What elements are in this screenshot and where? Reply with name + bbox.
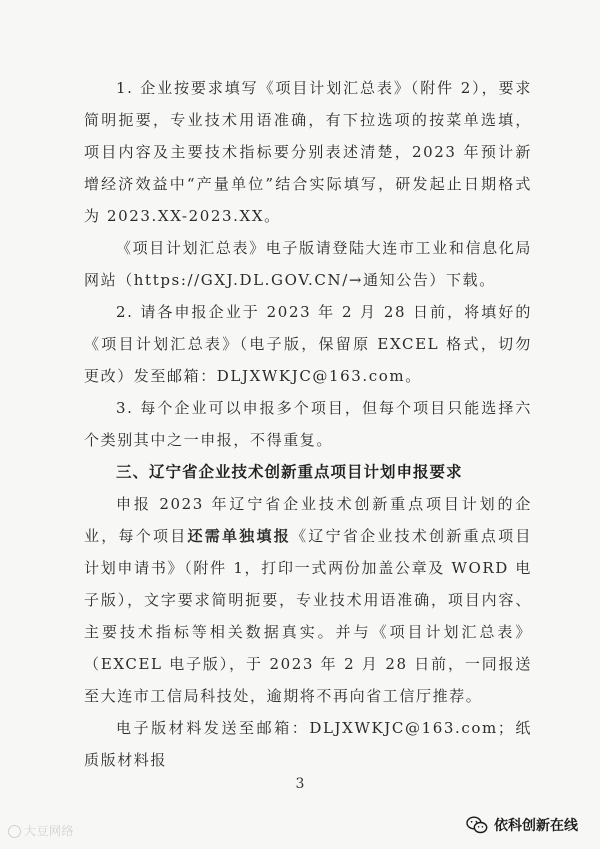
watermark-left	[8, 822, 74, 839]
wechat-icon	[466, 816, 488, 834]
paragraph-5-end: 《辽宁省企业技术创新重点项目计划申请书》（附件 1，打印一式两份加盖公章及 WORD 电子版），文字要求简明扼要，专业技术用语准确，项目内容、主要技术指标等相关数据真实。并与《项目计划汇总表》（EXCEL 电子版），于 2023 年 2 月 28 日前，一同报送至大连市工信局科技处，逾期将不再向省工信厅推荐。	[84, 527, 532, 705]
paragraph-5	[84, 488, 532, 712]
watermark-left-text: 大豆网络	[24, 824, 75, 838]
paragraph-2: 《项目计划汇总表》电子版请登陆大连市工业和信息化局网站（https://GXJ.DL.GOV.CN/→通知公告）下载。	[84, 239, 532, 289]
paragraph-3: 2. 请各申报企业于 2023 年 2 月 28 日前，将填好的《项目计划汇总表》（电子版，保留原 EXCEL 格式，切勿更改）发至邮箱：DLJXWKJC@163.com。	[84, 303, 532, 385]
watermark-right	[466, 815, 578, 835]
paragraph-1: 1. 企业按要求填写《项目计划汇总表》（附件 2），要求简明扼要，专业技术用语准确，有下拉选项的按菜单选填，项目内容及主要技术指标要分别表述清楚，2023 年预计新增经济效益中“产量单位”结合实际填写，研发起止日期格式为 2023.XX-2023.XX。	[84, 79, 532, 225]
page-number: 3	[295, 776, 305, 792]
paragraph-5-start: 申报 2023 年辽宁省企业技术创新重点项目计划的企业，每个项目	[84, 495, 532, 545]
document-body	[84, 72, 532, 776]
section-heading: 三、辽宁省企业技术创新重点项目计划申报要求	[116, 463, 463, 481]
watermark-right-text: 依科创新在线	[494, 818, 578, 834]
paragraph-4: 3. 每个企业可以申报多个项目，但每个项目只能选择六个类别其中之一申报，不得重复。	[84, 399, 532, 449]
paragraph-6: 电子版材料发送至邮箱：DLJXWKJC@163.com；纸质版材料报	[84, 719, 532, 769]
paragraph-5-emphasis: 还需单独填报	[187, 527, 292, 545]
watermark-logo-icon	[8, 825, 21, 838]
